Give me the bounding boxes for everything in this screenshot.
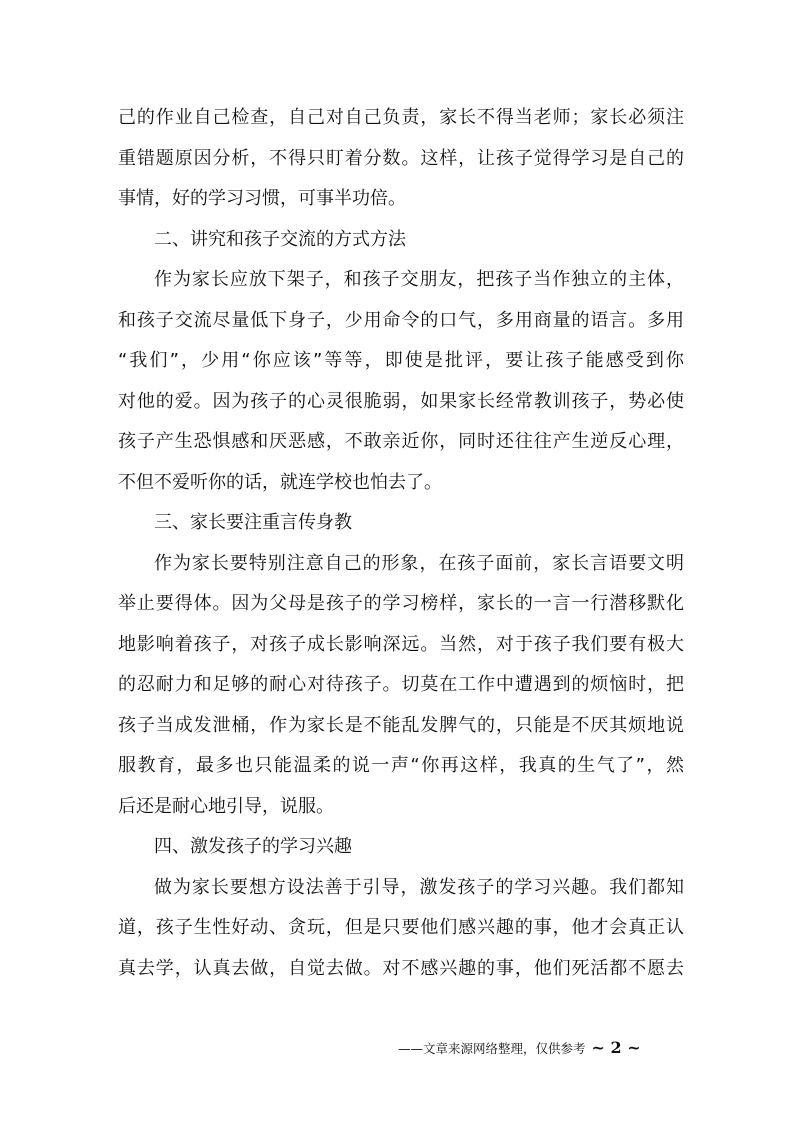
section-heading: 三、家长要注重言传身教 (154, 512, 352, 533)
paragraph-line: 重错题原因分析，不得只盯着分数。这样，让孩子觉得学习是自己的 (118, 147, 684, 169)
paragraph-line: 举止要得体。因为父母是孩子的学习榜样，家长的一言一行潜移默化 (118, 593, 684, 614)
paragraph-line: 事情，好的学习习惯，可事半功倍。 (118, 188, 406, 209)
paragraph-line: 作为家长要特别注意自己的形象，在孩子面前，家长言语要文明 (154, 552, 684, 574)
paragraph-line: 孩子产生恐惧感和厌恶感，不敢亲近你，同时还往往产生逆反心理， (118, 431, 684, 452)
paragraph-line: 不但不爱听你的话，就连学校也怕去了。 (118, 471, 442, 493)
paragraph-line: 和孩子交流尽量低下身子，少用命令的口气，多用商量的语言。多用 (118, 309, 684, 331)
page-number: ~ 2 ~ (591, 1038, 641, 1057)
paragraph-line: 服教育，最多也只能温柔的说一声“你再这样，我真的生气了”，然 (118, 755, 684, 776)
paragraph-line: 孩子当成发泄桶，作为家长是不能乱发脾气的，只能是不厌其烦地说 (118, 714, 684, 736)
section-heading: 四、激发孩子的学习兴趣 (154, 836, 352, 857)
source-note: ——文章来源网络整理，仅供参考 (398, 1041, 586, 1056)
paragraph-line: 对他的爱。因为孩子的心灵很脆弱，如果家长经常教训孩子，势必使 (118, 390, 684, 412)
paragraph-line: 作为家长应放下架子，和孩子交朋友，把孩子当作独立的主体， (154, 269, 684, 290)
paragraph-line: 己的作业自己检查，自己对自己负责，家长不得当老师；家长必须注 (118, 107, 684, 128)
paragraph-line: 的忍耐力和足够的耐心对待孩子。切莫在工作中遭遇到的烦恼时，把 (118, 674, 684, 695)
paragraph-line: 真去学，认真去做，自觉去做。对不感兴趣的事，他们死活都不愿去 (118, 957, 684, 979)
paragraph-line: “我们”，少用“你应该”等等，即使是批评，要让孩子能感受到你 (118, 350, 684, 371)
paragraph-line: 道，孩子生性好动、贪玩，但是只要他们感兴趣的事，他才会真正认 (118, 917, 684, 938)
section-heading: 二、讲究和孩子交流的方式方法 (154, 228, 406, 250)
paragraph-line: 做为家长要想方设法善于引导，激发孩子的学习兴趣。我们都知 (154, 876, 684, 898)
paragraph-line: 后还是耐心地引导，说服。 (118, 795, 334, 817)
body-text (118, 98, 684, 989)
paragraph-line: 地影响着孩子，对孩子成长影响深远。当然，对于孩子我们要有极大 (118, 633, 684, 655)
page-footer (398, 1038, 641, 1057)
